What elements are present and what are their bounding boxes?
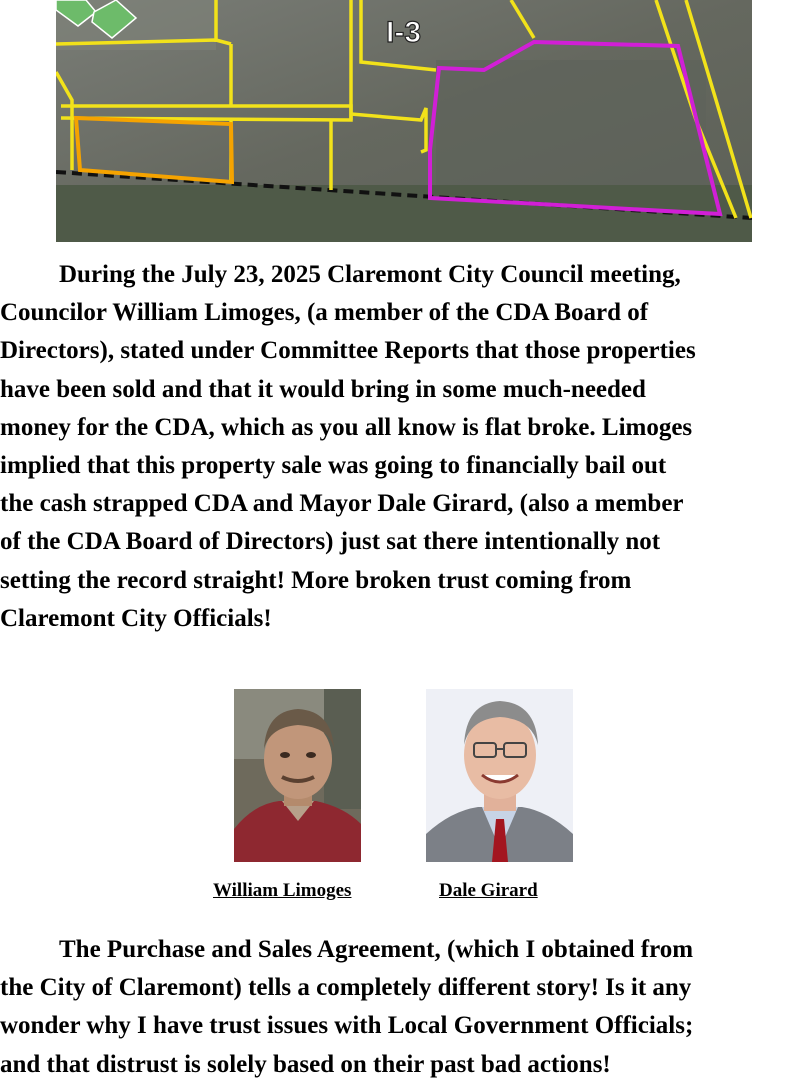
text-line: setting the record straight! More broken trust coming from	[0, 566, 632, 594]
text-line: money for the CDA, which as you all know is flat broke. Limoges	[0, 413, 693, 441]
text-line: and that distrust is solely based on their past bad actions!	[0, 1050, 611, 1078]
text-line: implied that this property sale was going to financially bail out	[0, 452, 667, 480]
text-line: wonder why I have trust issues with Local Government Officials;	[0, 1012, 694, 1040]
photo-dale-girard	[426, 689, 573, 862]
text-line: the City of Claremont) tells a completely different story! Is it any	[0, 974, 692, 1002]
caption-dale-girard: Dale Girard	[439, 880, 538, 901]
portrait-girard-image	[426, 689, 573, 862]
caption-william-limoges: William Limoges	[213, 880, 352, 901]
text-line: Directors), stated under Committee Reports that those properties	[0, 337, 696, 365]
text-line: the cash strapped CDA and Mayor Dale Girard, (also a member	[0, 490, 684, 518]
zoning-map-graphic	[56, 0, 752, 242]
text-line: have been sold and that it would bring in some much-needed	[0, 375, 646, 403]
text-line: Claremont City Officials!	[0, 604, 272, 632]
paragraph-purchase-agreement	[0, 931, 805, 1084]
zone-label: I-3	[386, 16, 422, 49]
photo-william-limoges	[234, 689, 361, 862]
tree-line	[56, 185, 752, 242]
portrait-limoges-image	[234, 689, 361, 862]
text-line: Councilor William Limoges, (a member of the CDA Board of	[0, 299, 649, 327]
zoning-map	[56, 0, 752, 242]
text-line: During the July 23, 2025 Claremont City Council meeting,	[59, 261, 681, 288]
text-line: of the CDA Board of Directors) just sat there intentionally not	[0, 528, 661, 556]
text-line: The Purchase and Sales Agreement, (which I obtained from	[59, 936, 694, 963]
paragraph-council-meeting	[0, 256, 805, 638]
